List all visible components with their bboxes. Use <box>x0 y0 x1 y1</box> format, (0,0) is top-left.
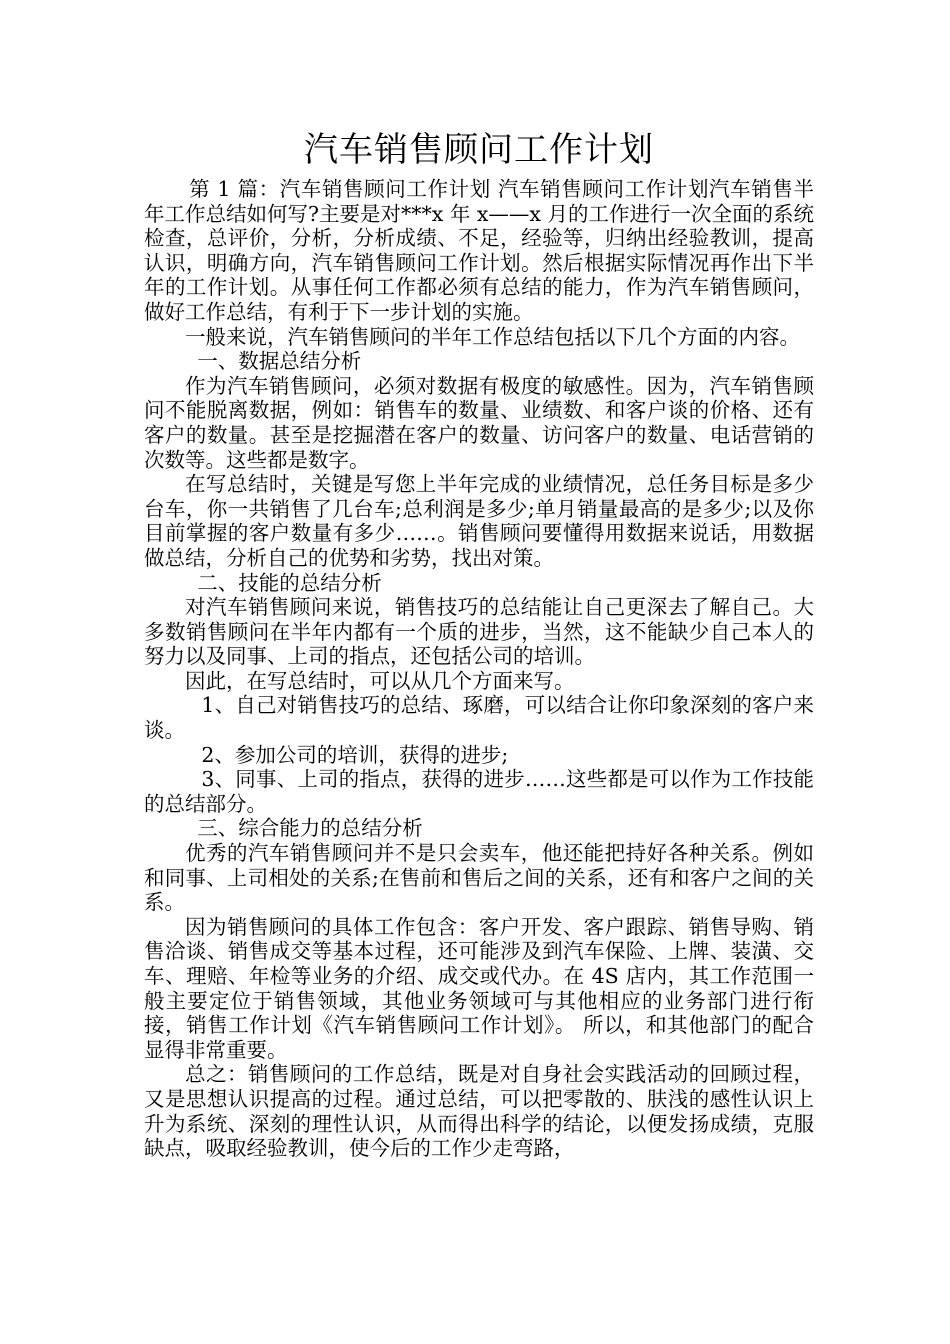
paragraph-conclusion: 总之：销售顾问的工作总结，既是对自身社会实践活动的回顾过程，又是思想认识提高的过程。通过总结，可以把零散的、肤浅的感性认识上升为系统、深刻的理性认识，从而得出科学的结论，以便发扬成绩，克服缺点，吸取经验教训，使今后的工作少走弯路， <box>144 1062 814 1161</box>
document-title: 汽车销售顾问工作计划 <box>304 130 654 170</box>
paragraph-overview: 一般来说，汽车销售顾问的半年工作总结包括以下几个方面的内容。 <box>185 324 800 349</box>
list-item-3: 3、同事、上司的指点，获得的进步……这些都是可以作为工作技能的总结部分。 <box>144 767 814 816</box>
paragraph-work-scope: 因为销售顾问的具体工作包含：客户开发、客户跟踪、销售导购、销售洽谈、销售成交等基本过程，还可能涉及到汽车保险、上牌、装潢、交车、理赔、年检等业务的介绍、成交或代办。在 4S 店内，其工作范围一般主要定位于销售领域，其他业务领域可与其他相应的业务部门进行衔接，销售工作计划《汽车销售顾问工作计划》。 所以，和其他部门的配合显得非常重要。 <box>144 914 814 1062</box>
list-item-2: 2、参加公司的培训，获得的进步; <box>201 742 509 767</box>
section-heading-comprehensive: 三、综合能力的总结分析 <box>197 816 423 841</box>
paragraph-how-to-write: 因此，在写总结时，可以从几个方面来写。 <box>185 668 575 693</box>
paragraph-skills-summary: 对汽车销售顾问来说，销售技巧的总结能让自己更深去了解自己。大多数销售顾问在半年内都有一个质的进步，当然，这不能缺少自己本人的努力以及同事、上司的指点，还包括公司的培训。 <box>144 595 814 669</box>
paragraph-data-sensitivity: 作为汽车销售顾问，必须对数据有极度的敏感性。因为，汽车销售顾问不能脱离数据，例如：销售车的数量、业绩数、和客户谈的价格、还有客户的数量。甚至是挖掘潜在客户的数量、访问客户的数量、电话营销的次数等。这些都是数字。 <box>144 373 814 472</box>
document-page <box>144 126 814 1161</box>
section-heading-data-analysis: 一、数据总结分析 <box>197 349 362 374</box>
list-item-1: 1、自己对销售技巧的总结、琢磨，可以结合让你印象深刻的客户来谈。 <box>144 693 814 743</box>
paragraph-writing-summary: 在写总结时，关键是写您上半年完成的业绩情况，总任务目标是多少台车，你一共销售了几台车;总利润是多少;单月销量最高的是多少;以及你目前掌握的客户数量有多少……。销售顾问要懂得用数据来说话，用数据做总结，分析自己的优势和劣势，找出对策。 <box>144 472 814 570</box>
paragraph-relationships: 优秀的汽车销售顾问并不是只会卖车，他还能把持好各种关系。例如和同事、上司相处的关系;在售前和售后之间的关系，还有和客户之间的关系。 <box>144 841 814 915</box>
paragraph-intro: 第 1 篇：汽车销售顾问工作计划 汽车销售顾问工作计划汽车销售半年工作总结如何写?主要是对***x 年 x——x 月的工作进行一次全面的系统检查，总评价，分析，分析成绩、不足，经验等，归纳出经验教训，提高认识，明确方向，汽车销售顾问工作计划。然后根据实际情况再作出下半年的工作计划。从事任何工作都必须有总结的能力，作为汽车销售顾问，做好工作总结，有利于下一步计划的实施。 <box>144 177 814 324</box>
section-heading-skills: 二、技能的总结分析 <box>197 570 382 595</box>
